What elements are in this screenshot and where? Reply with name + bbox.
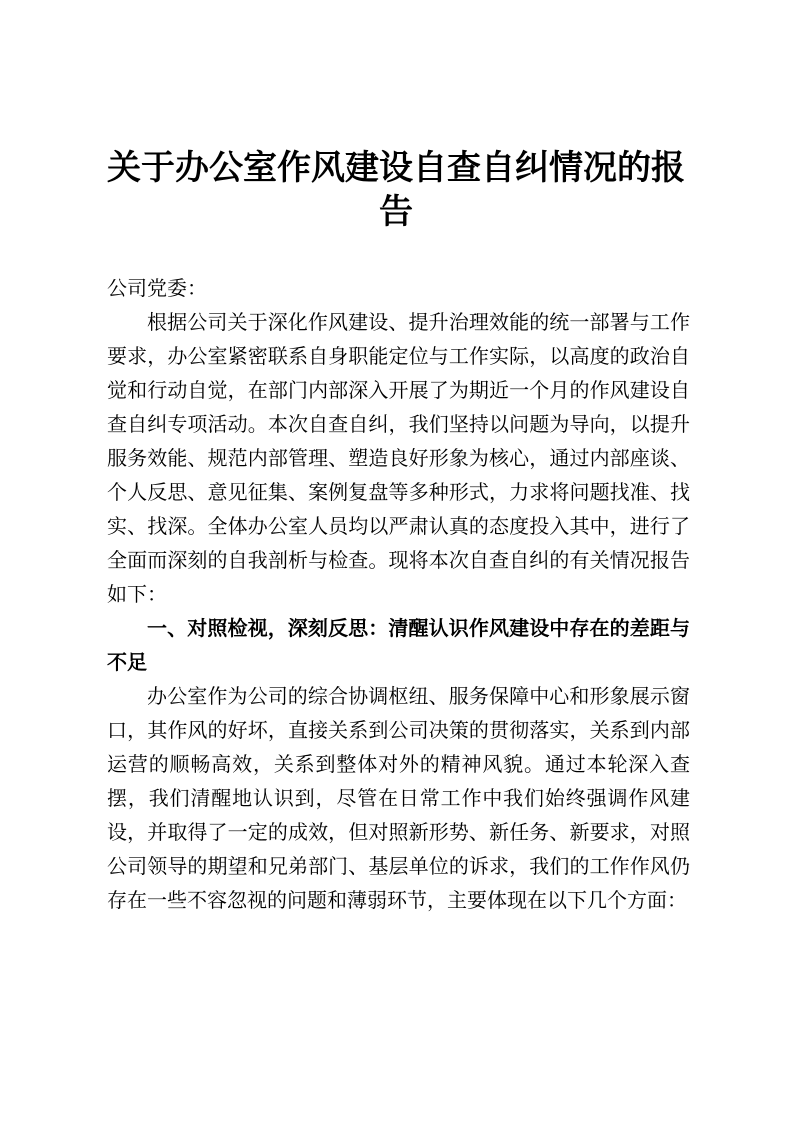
section-1-paragraph: 办公室作为公司的综合协调枢纽、服务保障中心和形象展示窗口，其作风的好坏，直接关系到公司决策的贯彻落实，关系到内部运营的顺畅高效，关系到整体对外的精神风貌。通过本轮深入查摆，我们清醒地认识到，尽管在日常工作中我们始终强调作风建设，并取得了一定的成效，但对照新形势、新任务、新要求，对照公司领导的期望和兄弟部门、基层单位的诉求，我们的工作作风仍存在一些不容忽视的问题和薄弱环节，主要体现在以下几个方面： — [107, 684, 690, 912]
section-1-heading: 一、对照检视，深刻反思：清醒认识作风建设中存在的差距与不足 — [107, 616, 690, 674]
document-body — [107, 271, 690, 917]
intro-paragraph: 根据公司关于深化作风建设、提升治理效能的统一部署与工作要求，办公室紧密联系自身职能定位与工作实际，以高度的政治自觉和行动自觉，在部门内部深入开展了为期近一个月的作风建设自查自纠专项活动。本次自查自纠，我们坚持以问题为导向，以提升服务效能、规范内部管理、塑造良好形象为核心，通过内部座谈、个人反思、意见征集、案例复盘等多种形式，力求将问题找准、找实、找深。全体办公室人员均以严肃认真的态度投入其中，进行了全面而深刻的自我剖析与检查。现将本次自查自纠的有关情况报告如下： — [107, 310, 690, 606]
salutation: 公司党委： — [107, 276, 207, 300]
document-title: 关于办公室作风建设自查自纠情况的报告 — [107, 148, 685, 232]
